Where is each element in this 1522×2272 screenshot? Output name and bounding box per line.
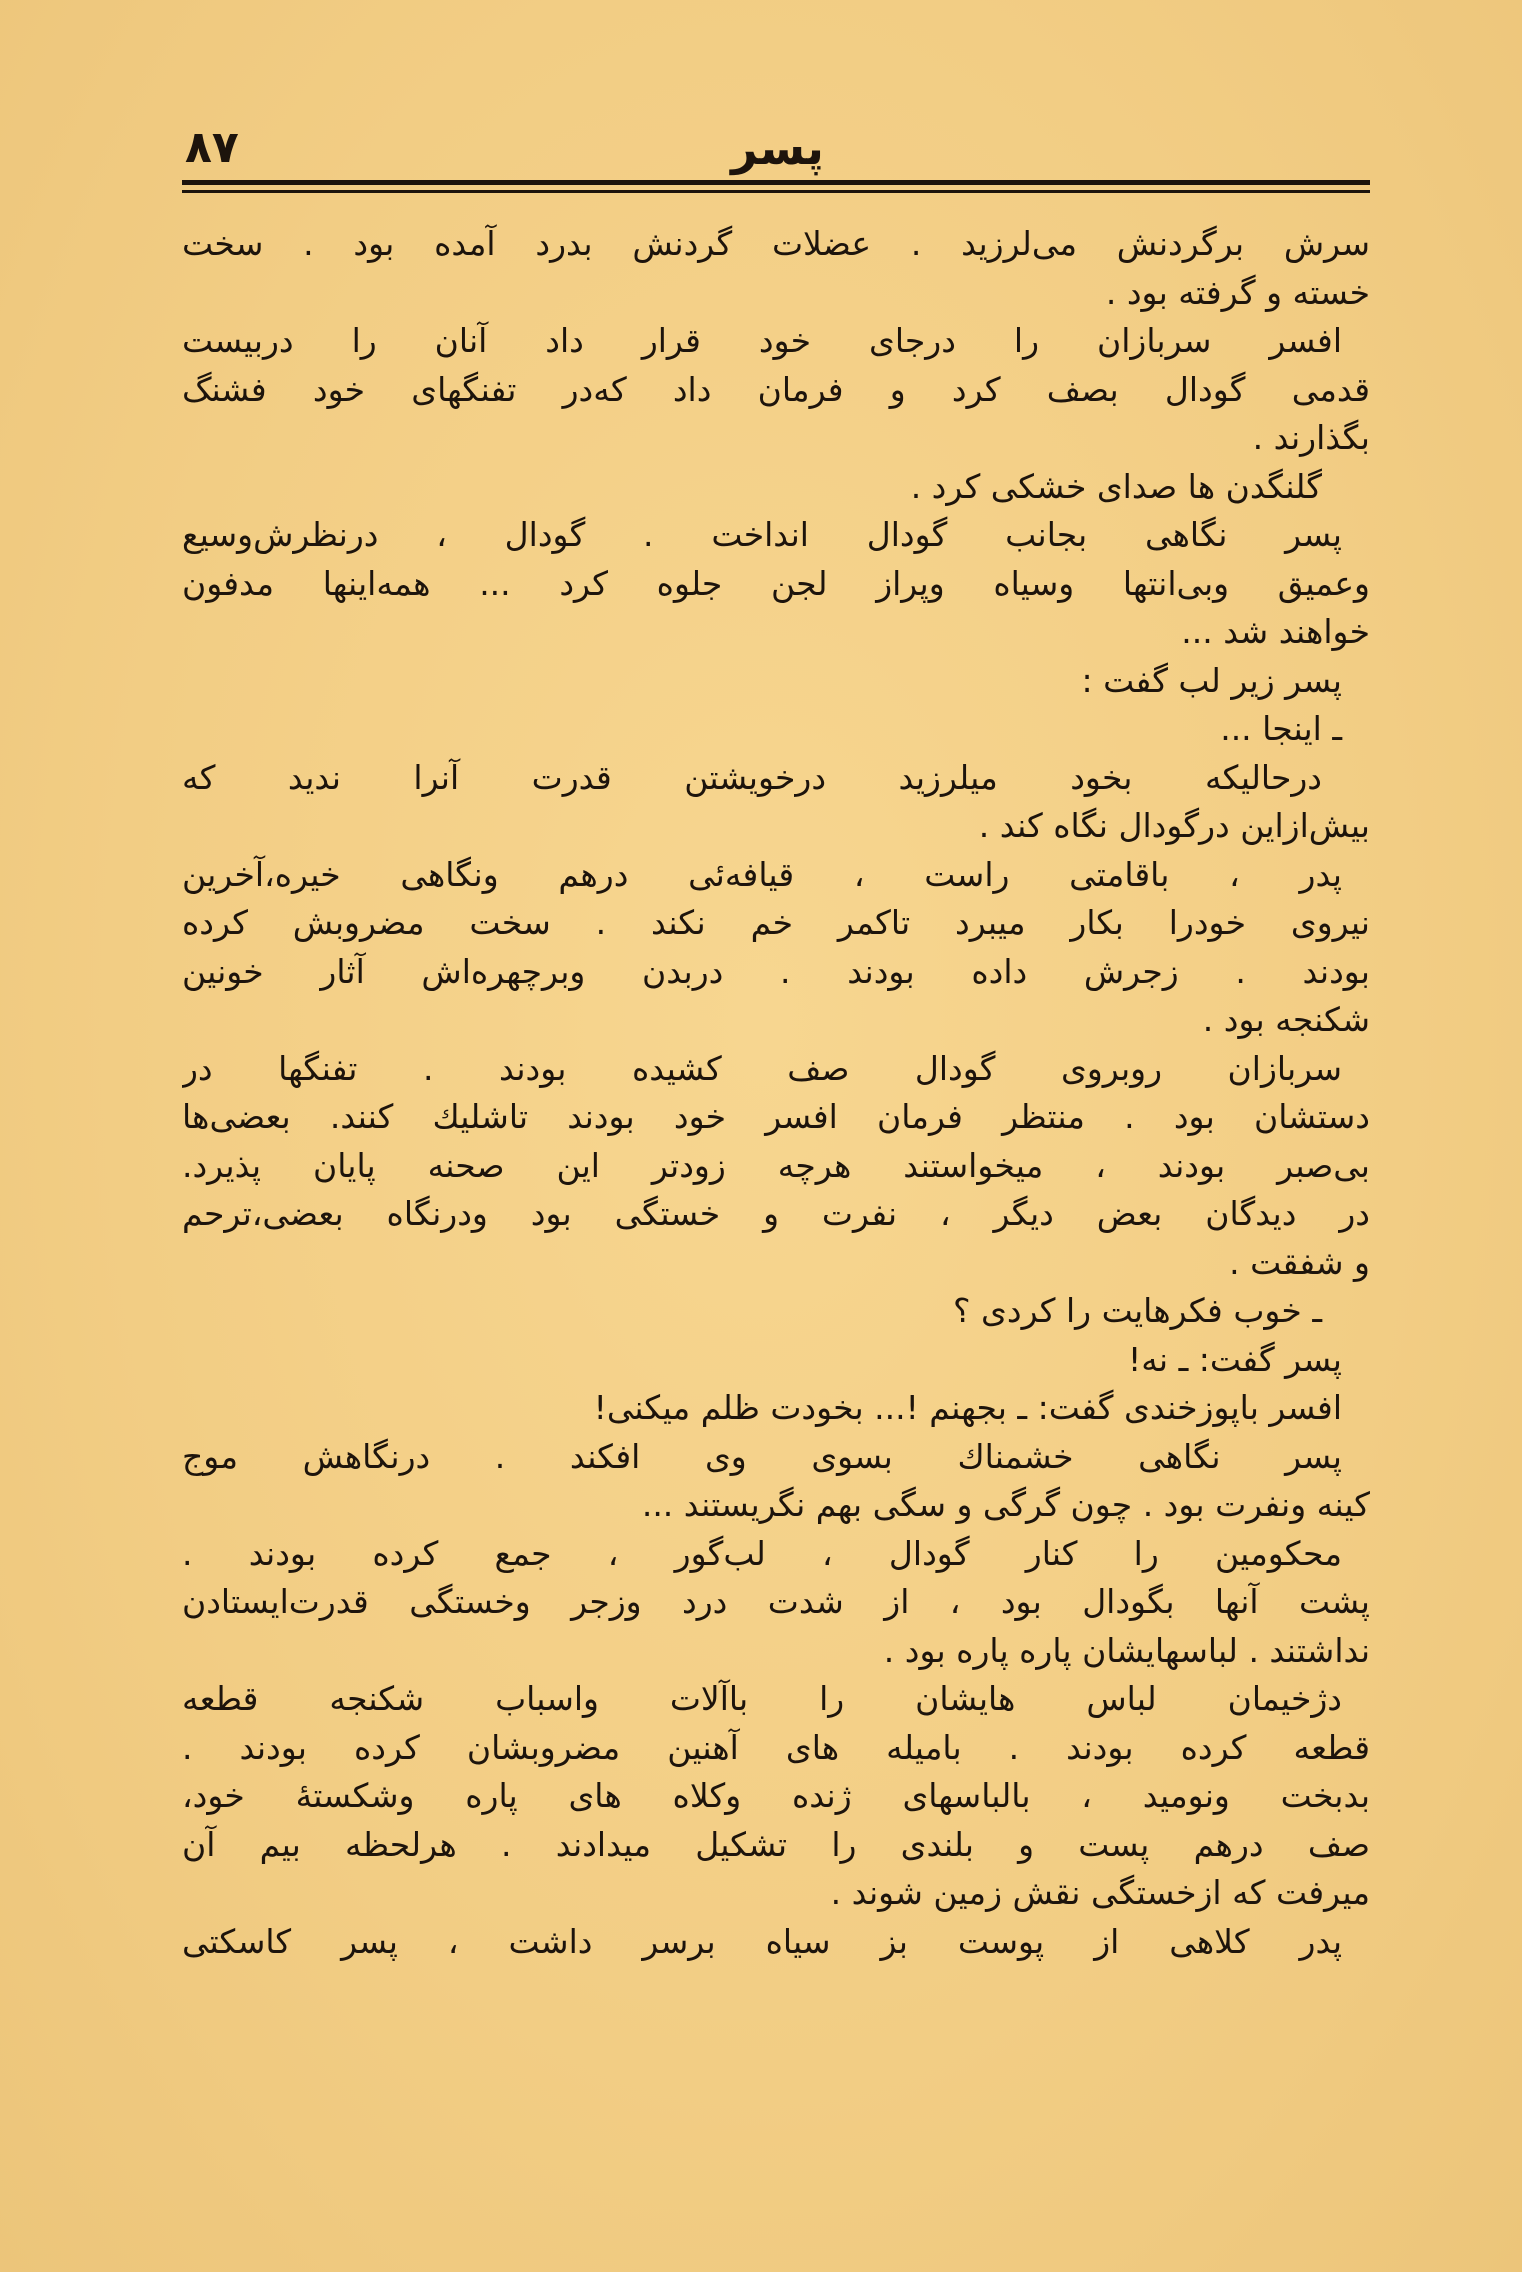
text-line: ـ خوب فکرهایت را کردی ؟ bbox=[953, 1291, 1322, 1330]
text-line: وعمیق وبی‌انتها وسیاه وپراز لجن جلوه کرد ... همه‌اینها مدفون bbox=[182, 563, 1370, 603]
text-line: بگذارند . bbox=[1252, 418, 1370, 457]
header-rule-thin bbox=[182, 190, 1370, 193]
header-rule-thick bbox=[182, 180, 1370, 185]
text-line: گلنگدن ها صدای خشکی کرد . bbox=[910, 466, 1322, 506]
text-line: بدبخت ونومید ، بالباسهای ژنده وکلاه های پاره وشکستهٔ خود، bbox=[182, 1776, 1370, 1815]
text-line: سربازان روبروی گودال صف کشیده بودند . تفنگها در bbox=[182, 1048, 1342, 1088]
text-line: پدر کلاهی از پوست بز سیاه برسر داشت ، پسر کاسکتی bbox=[182, 1921, 1342, 1961]
text-line: قطعه کرده بودند . بامیله های آهنین مضروبشان کرده بودند . bbox=[182, 1727, 1370, 1767]
text-line: صف درهم پست و بلندی را تشکیل میدادند . هرلحظه بیم آن bbox=[182, 1824, 1370, 1864]
text-line: پدر ، باقامتی راست ، قیافه‌ئی درهم ونگاهی خیره،آخرین bbox=[182, 854, 1342, 894]
text-line: پشت آنها بگودال بود ، از شدت درد وزجر وخستگی قدرت‌ایستادن bbox=[182, 1582, 1370, 1621]
page-header bbox=[185, 118, 1370, 178]
text-line: بودند . زجرش داده بودند . دربدن وبرچهره‌اش آثار خونین bbox=[182, 951, 1370, 991]
text-line: پسر زیر لب گفت : bbox=[1081, 660, 1342, 700]
body-text bbox=[182, 220, 1370, 1966]
text-line: و شفقت . bbox=[1229, 1242, 1370, 1282]
text-line: خسته و گرفته بود . bbox=[1105, 272, 1370, 312]
text-line: شکنجه بود . bbox=[1202, 1000, 1370, 1039]
text-line: دژخیمان لباس هایشان را باآلات واسباب شکنجه قطعه bbox=[182, 1679, 1342, 1718]
text-line: نیروی خودرا بکار میبرد تاکمر خم نکند . سخت مضروبش کرده bbox=[182, 903, 1370, 942]
text-line: افسر باپوزخندی گفت: ـ بجهنم !... بخودت ظلم میکنی! bbox=[593, 1388, 1342, 1427]
text-line: نداشتند . لباسهایشان پاره پاره بود . bbox=[883, 1630, 1370, 1670]
text-line: بی‌صبر بودند ، میخواستند هرچه زودتر این صحنه پایان پذیرد. bbox=[182, 1145, 1370, 1185]
text-line: پسر گفت: ـ نه! bbox=[1127, 1339, 1342, 1379]
text-line: سرش برگردنش می‌لرزید . عضلات گردنش بدرد آمده بود . سخت bbox=[182, 224, 1370, 263]
text-line: ـ اینجا ... bbox=[1220, 709, 1342, 748]
text-line: بیش‌ازاین درگودال نگاه کند . bbox=[978, 806, 1370, 845]
text-line: کینه ونفرت بود . چون گرگی و سگی بهم نگریستند ... bbox=[641, 1485, 1370, 1524]
text-line: دستشان بود . منتظر فرمان افسر خود بودند تاشلیك كنند. بعضی‌ها bbox=[182, 1097, 1370, 1136]
text-line: پسر نگاهی خشمناك بسوی وی افکند . درنگاهش موج bbox=[182, 1436, 1342, 1476]
text-line: پسر نگاهی بجانب گودال انداخت . گودال ، درنظرش‌وسیع bbox=[182, 515, 1342, 554]
text-line: درحالیکه بخود میلرزید درخویشتن قدرت آنرا ندید که bbox=[182, 757, 1322, 797]
text-line: میرفت که ازخستگی نقش زمین شوند . bbox=[830, 1873, 1370, 1912]
text-line: افسر سربازان را درجای خود قرار داد آنان را دربیست bbox=[182, 321, 1342, 360]
text-line: محکومین را کنار گودال ، لب‌گور ، جمع کرده بودند . bbox=[182, 1533, 1342, 1573]
text-line: قدمی گودال بصف کرد و فرمان داد که‌در تفنگهای خود فشنگ bbox=[182, 369, 1370, 409]
text-line: در دیدگان بعض دیگر ، نفرت و خستگی بود ودرنگاه بعضی،ترحم bbox=[182, 1194, 1370, 1233]
running-title: پسر bbox=[731, 121, 824, 175]
text-line: خواهند شد ... bbox=[1181, 612, 1370, 651]
page-number: ۸۷ bbox=[185, 122, 239, 173]
